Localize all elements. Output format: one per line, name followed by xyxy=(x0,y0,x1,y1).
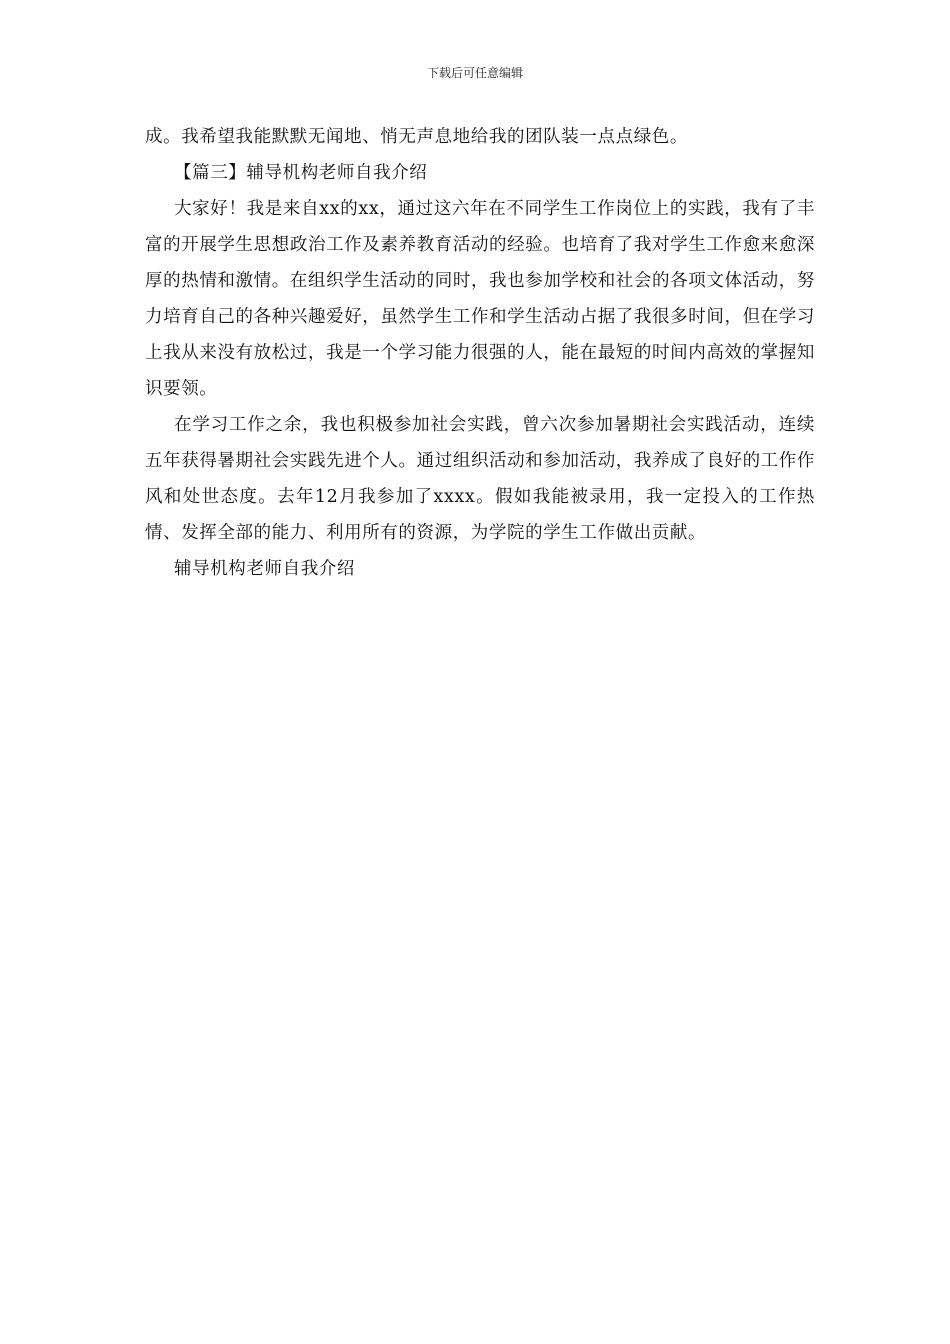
section-heading: 【篇三】辅导机构老师自我介绍 xyxy=(174,163,428,183)
paragraph-practice: 在学习工作之余，我也积极参加社会实践，曾六次参加暑期社会实践活动，连续五年获得暑期社会实践先进个人。通过组织活动和参加活动，我养成了良好的工作作风和处世态度。去年12月我参加了xxxx。假如我能被录用，我一定投入的工作热情、发挥全部的能力、利用所有的资源，为学院的学生工作做出贡献。 xyxy=(145,415,815,543)
document-body xyxy=(145,119,815,587)
paragraph-continuation: 成。我希望我能默默无闻地、悄无声息地给我的团队装一点点绿色。 xyxy=(145,127,688,147)
closing-title: 辅导机构老师自我介绍 xyxy=(174,559,355,579)
paragraph-introduction: 大家好！我是来自xx的xx，通过这六年在不同学生工作岗位上的实践，我有了丰富的开展学生思想政治工作及素养教育活动的经验。也培育了我对学生工作愈来愈深厚的热情和激情。在组织学生活动的同时，我也参加学校和社会的各项文体活动，努力培育自己的各种兴趣爱好，虽然学生工作和学生活动占据了我很多时间，但在学习上我从来没有放松过，我是一个学习能力很强的人，能在最短的时间内高效的掌握知识要领。 xyxy=(145,199,815,399)
page-header: 下载后可任意编辑 xyxy=(426,66,523,80)
